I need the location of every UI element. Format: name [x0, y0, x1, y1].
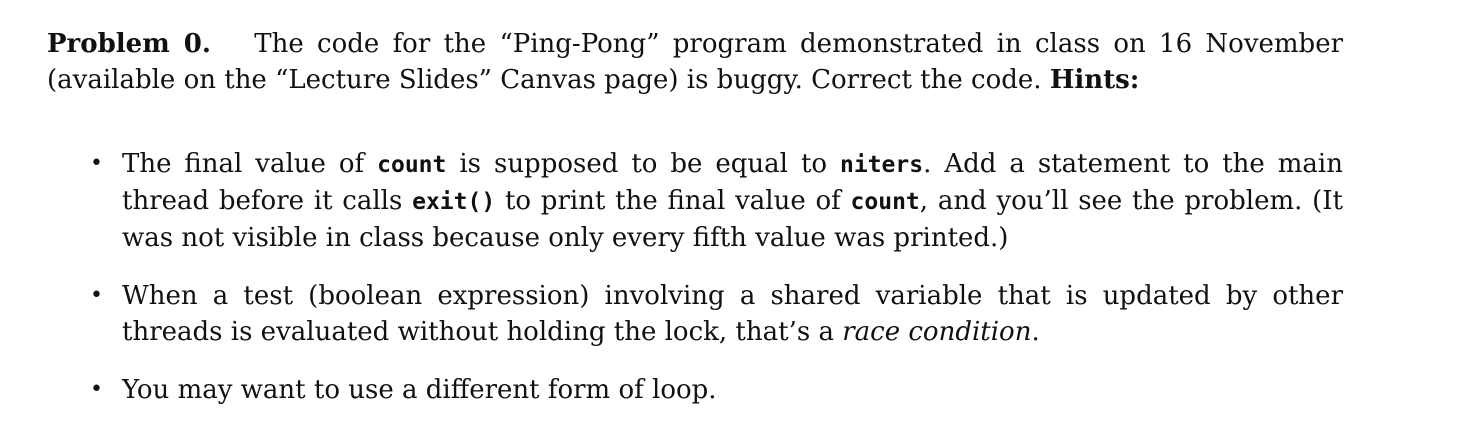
hint-text: , and you’ll see the problem. (It was not visible in class because only every fifth value was printed.): [122, 186, 1343, 253]
problem-text: The code for the “Ping-Pong” program demonstrated in class on 16 November (available on the “Lecture Slides” Canvas page) is buggy. Correct the code.: [47, 29, 1344, 95]
hint-text: to print the final value of: [495, 186, 851, 216]
hint-item: [86, 146, 1343, 256]
code-count: count: [850, 189, 920, 215]
hint-text: is supposed to be equal to: [446, 149, 841, 179]
bullet-icon: •: [90, 283, 103, 308]
hint-text: . Add a statement to the main thread before it calls: [122, 149, 1343, 216]
hint-item: [86, 372, 1343, 408]
hint-item: [86, 278, 1343, 350]
code-count: count: [377, 152, 447, 178]
hint-text: .: [1031, 317, 1040, 347]
problem-heading: Problem 0.: [47, 29, 211, 59]
bullet-icon: •: [90, 377, 103, 402]
code-niters: niters: [840, 152, 924, 178]
hint-text: When a test (boolean expression) involving a shared variable that is updated by other threads is evaluated without holding the lock, that’s a: [122, 281, 1343, 347]
code-exit: exit(): [412, 189, 496, 215]
emphasis-race-condition: race condition: [842, 317, 1032, 347]
bullet-icon: •: [90, 151, 103, 176]
hints-label: Hints:: [1049, 65, 1140, 95]
hint-text: The final value of: [122, 149, 378, 179]
problem-statement: [47, 26, 1343, 98]
hints-list: [86, 146, 1343, 408]
hint-text: You may want to use a different form of loop.: [122, 375, 717, 405]
